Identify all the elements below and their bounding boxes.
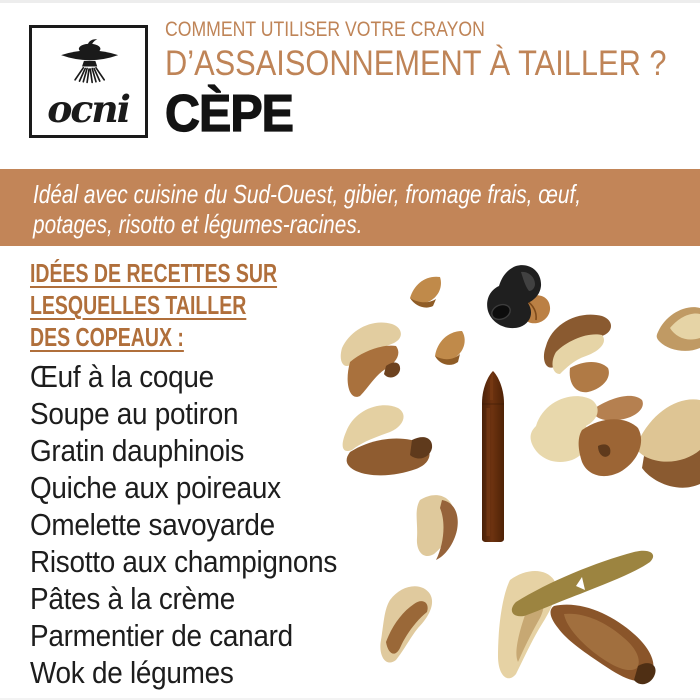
flavor-title: CÈPE	[165, 85, 293, 143]
recipe-item: Omelette savoyarde	[30, 507, 275, 542]
pairing-line-1: Idéal avec cuisine du Sud-Ouest, gibier, fromage frais, œuf,	[33, 179, 582, 209]
recipe-item: Quiche aux poireaux	[30, 470, 281, 505]
recipe-item: Parmentier de canard	[30, 618, 293, 653]
brand-name: ocni	[47, 87, 130, 131]
ufo-saucer-icon	[57, 38, 121, 90]
recipe-item: Pâtes à la crème	[30, 581, 236, 616]
recipe-item: Gratin dauphinois	[30, 433, 245, 468]
mushroom-cluster	[498, 551, 656, 685]
mushroom-slice	[380, 586, 432, 662]
ocni-logo	[29, 25, 148, 138]
crayon-shaving	[410, 277, 441, 308]
mushroom-slice	[544, 315, 611, 393]
recipes-list	[30, 358, 371, 691]
recipe-item: Œuf à la coque	[30, 359, 214, 394]
recipe-item: Wok de légumes	[30, 655, 234, 690]
mushroom-slice	[343, 405, 432, 475]
sharpener	[487, 265, 550, 328]
mushroom-slice	[657, 307, 700, 351]
mushroom-slice	[341, 322, 401, 396]
header-question: D’ASSAISONNEMENT À TAILLER ?	[165, 44, 667, 83]
recipe-item: Soupe au potiron	[30, 396, 239, 431]
recipes-section	[30, 257, 371, 691]
recipes-heading-line-3: DES COPEAUX :	[30, 322, 184, 352]
mushroom-slice	[417, 495, 458, 560]
mushroom-cluster	[531, 396, 643, 476]
top-frame-line	[0, 0, 700, 3]
header-kicker: COMMENT UTILISER VOTRE CRAYON	[165, 18, 485, 41]
recipes-heading-line-1: IDÉES DE RECETTES SUR	[30, 258, 278, 288]
header	[165, 16, 700, 143]
recipes-heading-line-2: LESQUELLES TAILLER	[30, 290, 247, 320]
pairing-line-2: potages, risotto et légumes-racines.	[33, 209, 363, 239]
fork-beams-icon	[75, 68, 104, 83]
recipes-heading	[30, 257, 371, 353]
recipe-item: Risotto aux champignons	[30, 544, 338, 579]
product-photo	[340, 250, 700, 700]
pairing-banner	[0, 169, 700, 246]
seasoning-crayon	[482, 371, 504, 542]
crayon-shaving	[435, 331, 465, 365]
mushroom-slice	[636, 399, 700, 487]
